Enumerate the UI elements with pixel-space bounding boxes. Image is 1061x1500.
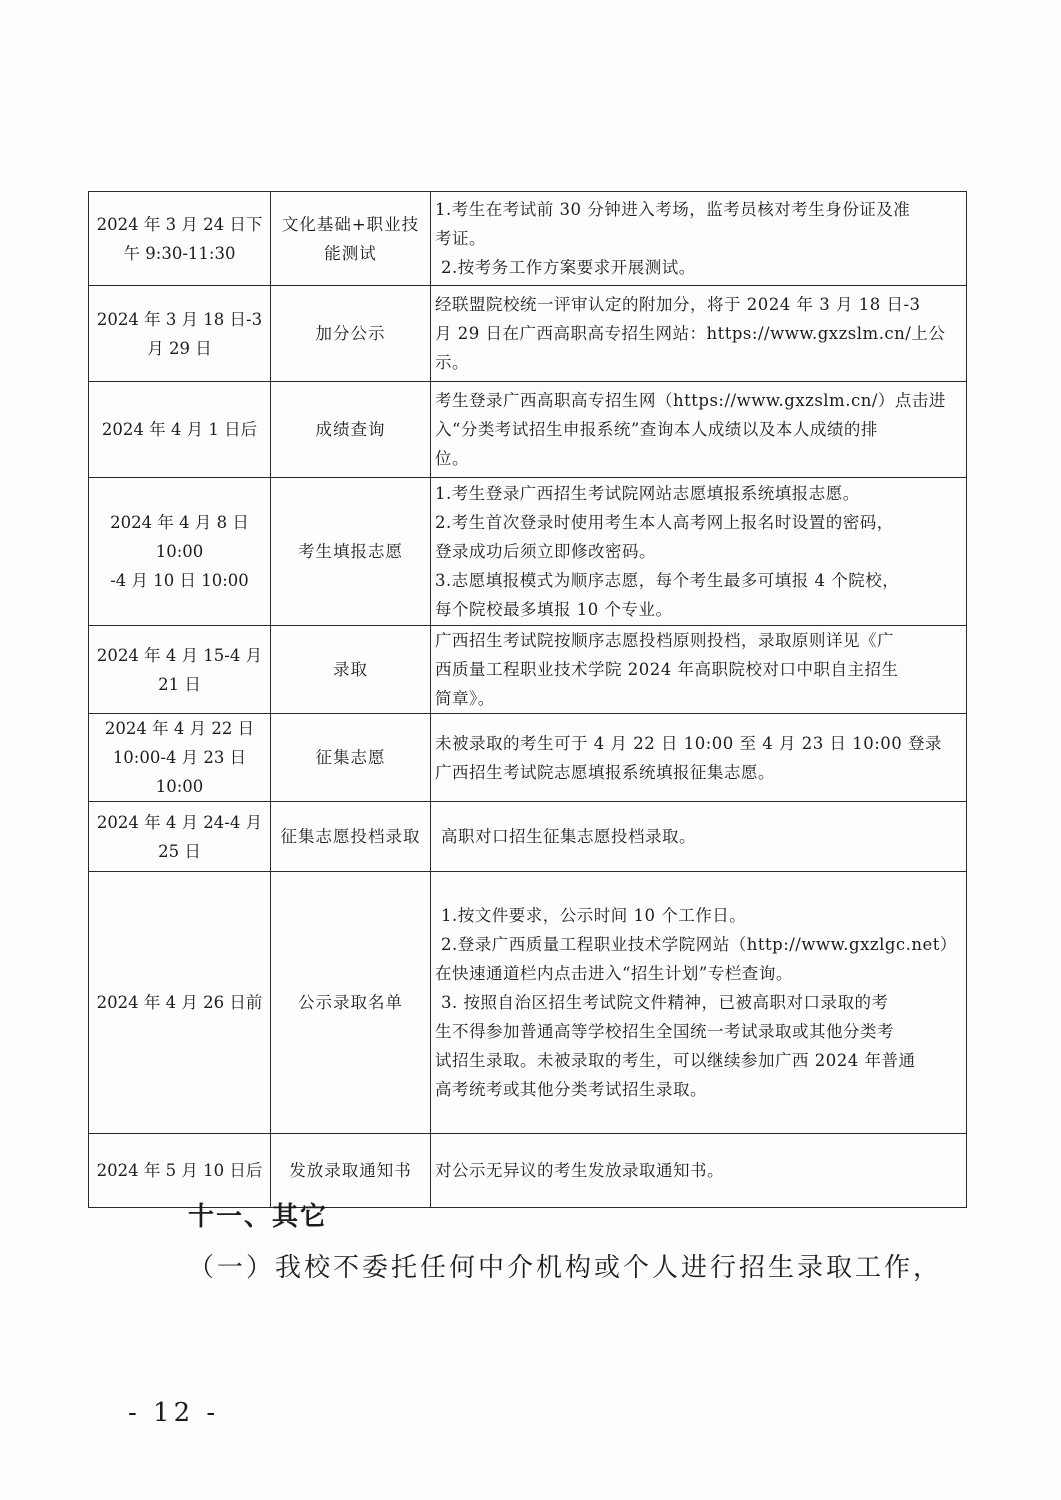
item-cell: 征集志愿 <box>271 714 431 802</box>
date-cell: 2024 年 4 月 22 日 10:00-4 月 23 日 10:00 <box>89 714 271 802</box>
table-row <box>89 382 967 478</box>
item-cell: 加分公示 <box>271 286 431 382</box>
table-row <box>89 714 967 802</box>
desc-cell: 对公示无异议的考生发放录取通知书。 <box>431 1134 967 1208</box>
table-row <box>89 802 967 872</box>
desc-cell: 经联盟院校统一评审认定的附加分，将于 2024 年 3 月 18 日-3 月 29 日在广西高职高专招生网站：https://www.gxzslm.cn/上公 示。 <box>431 286 967 382</box>
date-cell: 2024 年 4 月 1 日后 <box>89 382 271 478</box>
item-cell: 文化基础+职业技 能测试 <box>271 192 431 286</box>
desc-cell: 广西招生考试院按顺序志愿投档原则投档，录取原则详见《广 西质量工程职业技术学院 2024 年高职院校对口中职自主招生 简章》。 <box>431 626 967 714</box>
date-cell: 2024 年 3 月 24 日下 午 9:30-11:30 <box>89 192 271 286</box>
desc-cell: 1.考生登录广西招生考试院网站志愿填报系统填报志愿。 2.考生首次登录时使用考生本人高考网上报名时设置的密码， 登录成功后须立即修改密码。 3.志愿填报模式为顺序志愿，每个考生最多可填报 4 个院校， 每个院校最多填报 10 个专业。 <box>431 478 967 626</box>
date-cell: 2024 年 3 月 18 日-3 月 29 日 <box>89 286 271 382</box>
item-cell: 公示录取名单 <box>271 872 431 1134</box>
desc-cell: 未被录取的考生可于 4 月 22 日 10:00 至 4 月 23 日 10:00 登录 广西招生考试院志愿填报系统填报征集志愿。 <box>431 714 967 802</box>
item-cell: 成绩查询 <box>271 382 431 478</box>
date-cell: 2024 年 4 月 15-4 月 21 日 <box>89 626 271 714</box>
section-heading: 十一、其它 <box>188 1202 329 1232</box>
date-cell: 2024 年 4 月 8 日 10:00 -4 月 10 日 10:00 <box>89 478 271 626</box>
date-cell: 2024 年 4 月 24-4 月 25 日 <box>89 802 271 872</box>
body-paragraph: （一）我校不委托任何中介机构或个人进行招生录取工作， <box>188 1253 943 1283</box>
item-cell: 录取 <box>271 626 431 714</box>
desc-cell: 1.考生在考试前 30 分钟进入考场，监考员核对考生身份证及准 考证。 2.按考务工作方案要求开展测试。 <box>431 192 967 286</box>
date-cell: 2024 年 4 月 26 日前 <box>89 872 271 1134</box>
table-row <box>89 478 967 626</box>
item-cell: 发放录取通知书 <box>271 1134 431 1208</box>
page-number: - 12 - <box>128 1398 220 1428</box>
item-cell: 征集志愿投档录取 <box>271 802 431 872</box>
table-row <box>89 286 967 382</box>
table-row <box>89 872 967 1134</box>
table-row <box>89 626 967 714</box>
item-cell: 考生填报志愿 <box>271 478 431 626</box>
desc-cell: 高职对口招生征集志愿投档录取。 <box>431 802 967 872</box>
desc-cell: 1.按文件要求，公示时间 10 个工作日。 2.登录广西质量工程职业技术学院网站（http://www.gxzlgc.net） 在快速通道栏内点击进入“招生计划”专栏查询。 3. 按照自治区招生考试院文件精神，已被高职对口录取的考 生不得参加普通高等学校招生全国统一考试录取或其他分类考 试招生录取。未被录取的考生，可以继续参加广西 2024 年普通 高考统考或其他分类考试招生录取。 <box>431 872 967 1134</box>
admission-schedule-table <box>88 191 967 1208</box>
desc-cell: 考生登录广西高职高专招生网（https://www.gxzslm.cn/）点击进 入“分类考试招生申报系统”查询本人成绩以及本人成绩的排 位。 <box>431 382 967 478</box>
date-cell: 2024 年 5 月 10 日后 <box>89 1134 271 1208</box>
table-row <box>89 192 967 286</box>
